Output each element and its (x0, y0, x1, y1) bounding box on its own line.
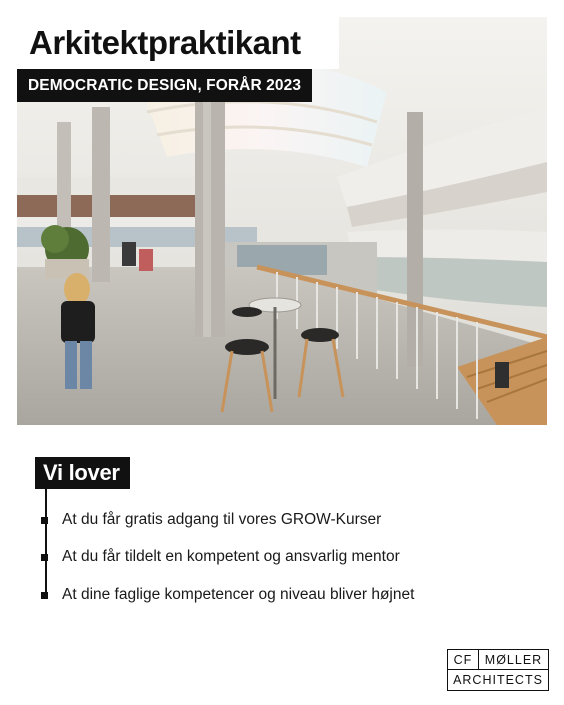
list-item (41, 546, 400, 568)
promise-text: At du får gratis adgang til vores GROW-Kurser (62, 511, 382, 528)
bullet-icon (41, 592, 48, 599)
page-subtitle: DEMOCRATIC DESIGN, FORÅR 2023 (28, 76, 302, 94)
bullet-icon (41, 554, 48, 561)
page-title: Arkitektpraktikant (29, 24, 301, 61)
title-banner (17, 17, 339, 69)
logo-architects: ARCHITECTS (453, 672, 543, 687)
logo-top-row (448, 650, 548, 670)
promises-heading-label: Vi lover (43, 460, 120, 485)
list-item (41, 509, 381, 531)
list-item (41, 584, 414, 606)
cf-moller-logo (447, 649, 549, 691)
promises-heading (35, 457, 130, 489)
promises-timeline (45, 489, 47, 595)
logo-moller: MØLLER (484, 652, 543, 667)
logo-cf: CF (448, 650, 479, 669)
bullet-icon (41, 517, 48, 524)
subtitle-banner (17, 69, 312, 102)
promise-text: At du får tildelt en kompetent og ansvarlig mentor (62, 548, 400, 565)
promise-text: At dine faglige kompetencer og niveau bliver højnet (62, 586, 415, 603)
